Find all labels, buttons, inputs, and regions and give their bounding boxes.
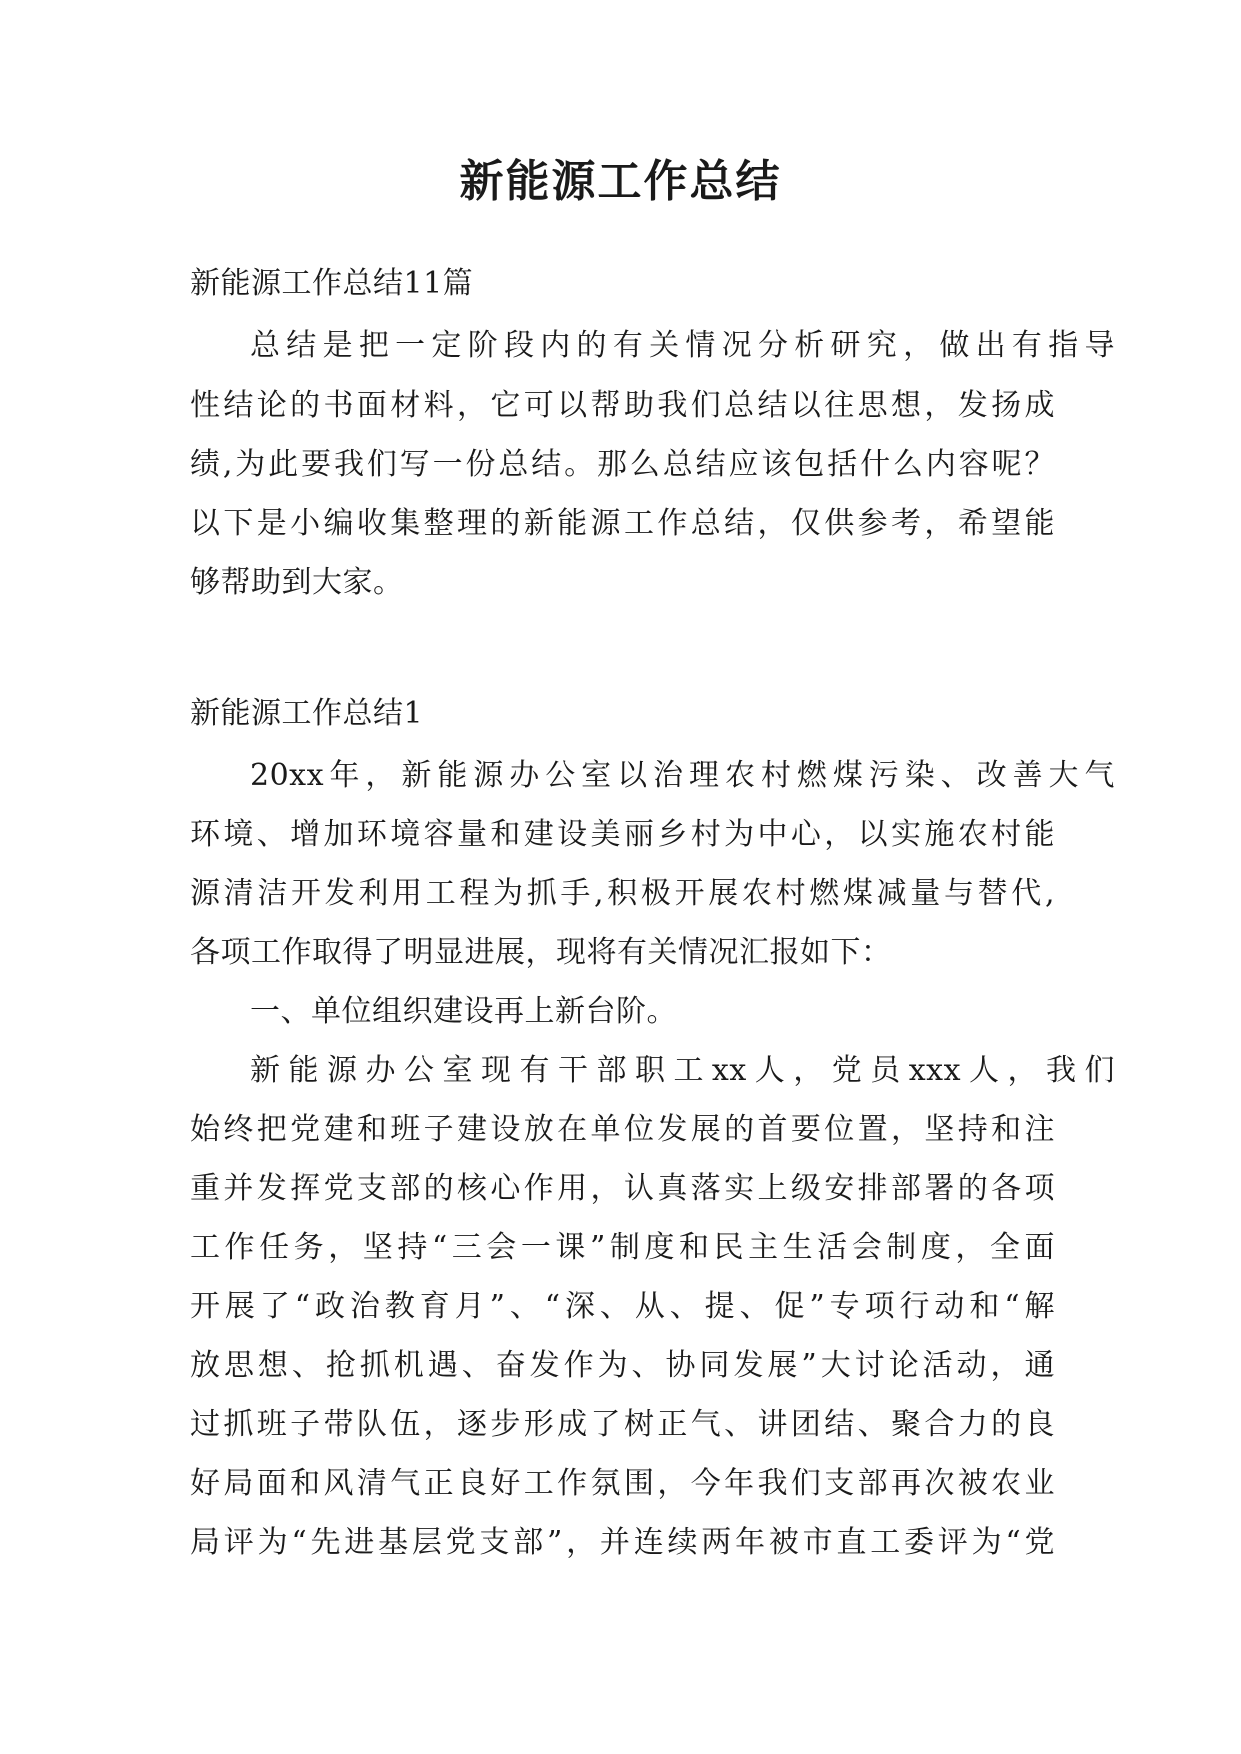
subsection-heading: 一、单位组织建设再上新台阶。: [250, 994, 677, 1029]
paragraph-line: 性结论的书面材料，它可以帮助我们总结以往思想，发扬成: [190, 388, 1055, 423]
paragraph-line: 过抓班子带队伍，逐步形成了树正气、讲团结、聚合力的良: [190, 1407, 1055, 1442]
paragraph-line: 工作任务，坚持“三会一课”制度和民主生活会制度，全面: [190, 1230, 1055, 1265]
paragraph-line: 始终把党建和班子建设放在单位发展的首要位置，坚持和注: [190, 1112, 1055, 1147]
paragraph-line: 局评为“先进基层党支部”，并连续两年被市直工委评为“党: [190, 1525, 1055, 1560]
paragraph-line: 新能源办公室现有干部职工xx人，党员xxx人，我们: [250, 1053, 1115, 1088]
paragraph-line: 20xx年，新能源办公室以治理农村燃煤污染、改善大气: [250, 758, 1115, 793]
paragraph-line: 绩,为此要我们写一份总结。那么总结应该包括什么内容呢？: [190, 447, 1055, 482]
section-heading-1: 新能源工作总结1: [190, 696, 424, 731]
paragraph-line: 开展了“政治教育月”、“深、从、提、促”专项行动和“解: [190, 1289, 1055, 1324]
paragraph-line: 够帮助到大家。: [190, 565, 404, 600]
paragraph-line: 好局面和风清气正良好工作氛围，今年我们支部再次被农业: [190, 1466, 1055, 1501]
paragraph-line: 源清洁开发利用工程为抓手,积极开展农村燃煤减量与替代,: [190, 876, 1055, 911]
paragraph-line: 放思想、抢抓机遇、奋发作为、协同发展”大讨论活动，通: [190, 1348, 1055, 1383]
paragraph-line: 总结是把一定阶段内的有关情况分析研究，做出有指导: [250, 328, 1115, 363]
paragraph-line: 重并发挥党支部的核心作用，认真落实上级安排部署的各项: [190, 1171, 1055, 1206]
paragraph-line: 环境、增加环境容量和建设美丽乡村为中心，以实施农村能: [190, 817, 1055, 852]
paragraph-line: 以下是小编收集整理的新能源工作总结，仅供参考，希望能: [190, 506, 1055, 541]
paragraph-line: 各项工作取得了明显进展，现将有关情况汇报如下：: [190, 935, 892, 970]
section-heading-series: 新能源工作总结11篇: [190, 266, 474, 301]
document-title: 新能源工作总结: [459, 156, 782, 207]
